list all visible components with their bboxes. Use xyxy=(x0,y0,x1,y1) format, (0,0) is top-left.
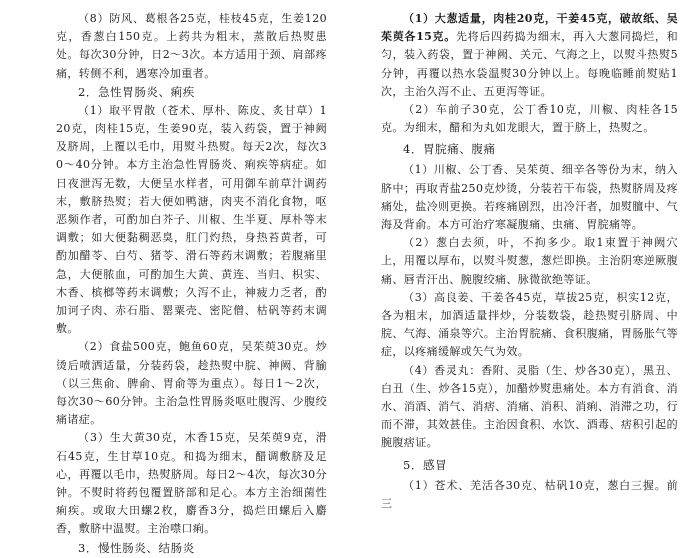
left-para-4: （3）生大黄30克，木香15克，吴茱萸9克，滑石45克，生甘草10克。和捣为细末，醋调敷脐及足心，再覆以毛巾，热熨脐周。每日2～4次，每次30分钟。不熨时将药包覆置脐部和足心。本方主治细菌性痢疾。或取大田螺2枚，麝香3分，捣烂田螺后入麝香，敷脐中温熨。主治噤口痢。 xyxy=(56,431,327,536)
right-para-2: （2）车前子30克，公丁香10克，川椒、肉桂各15克。为细末，醋和为丸如龙眼大，置于脐上，热熨之。 xyxy=(381,103,678,135)
left-heading-chronic-colitis: 3．慢性肠炎、结肠炎 xyxy=(78,540,195,555)
right-para-1-text: 先将后四药捣为细末，再入大葱同捣烂，和匀，装入药袋，置于神阙、关元、气海之上，以熨斗热熨5分钟，再覆以热水袋温熨30分钟以上。每晚临睡前熨贴1次，主治久泻不止、五更泻等证。 xyxy=(381,30,678,98)
right-heading-stomach-pain: 4．胃脘痛、腹痛 xyxy=(403,142,496,157)
right-heading-cold: 5．感冒 xyxy=(403,457,448,472)
left-page xyxy=(0,0,335,555)
left-para-3: （2）食盐500克，鲍鱼60克，吴茱萸30克。炒烫后喷洒适量，分装药袋，趁热熨中脘、神阙、背腧（以三焦俞、脾俞、胃俞等为重点）。每日1～2次，每次30～60分钟。主治急性胃肠炎呕吐腹泻、少腹绞痛诸症。 xyxy=(56,340,327,427)
right-para-5: （3）高良姜、干姜各45克，草拔25克，枳实12克，各为粗末，加酒适量拌炒，分装数袋，趁热熨引脐周、中脘、气海、涌泉等穴。主治胃脘痛、食积腹痛，胃肠胀气等症，以疼痛缓解或矢气为效。 xyxy=(381,290,678,359)
left-para-1: （8）防风、葛根各25克，桂枝45克，生姜120克，香葱白150克。上药共为粗末，蒸散后热熨患处。每次30分钟，日2～3次。本方适用于颈、肩部疼痛，转侧不利，遇寒冷加重者。 xyxy=(56,12,327,80)
right-para-6: （4）香灵丸：香附、灵脂（生、炒各30克），黑丑、白丑（生、炒各15克），加醋炒熨患痛处。本方有消食、消水、消酒、消气、消痞、消痛、消积、消痢、消滞之功，行而不滞，其效甚佳。主治因食积、水饮、酒毒、痞积引起的腕腹痞证。 xyxy=(381,363,678,450)
right-para-4: （2）葱白去须，叶，不拘多少。取1束置于神阙穴上，用覆以厚布，以熨斗熨葱，葱烂即换。主治阴寒逆厥腹痛、唇青汗出、腕腹绞痛、脉微欲绝等证。 xyxy=(381,236,678,286)
left-para-2: （1）取平胃散（苍术、厚朴、陈皮、炙甘草）120克，肉桂15克，生姜90克，装入药袋，置于神阙及脐周，上覆以毛巾，用熨斗热熨。每天2次，每次30～40分钟。本方主治急性胃肠炎、痢疾等病症。如日夜泄泻无数，大便呈水样者，可用御车前草汁调药末，敷脐热熨；若大便如鸭溏，肉夹不消化食物，呕恶频作者，可酌加白芥子、川椒、生半夏、厚朴等末调敷；如大便黏稠恶臭，肛门灼热，身热苔黄者，可酌加醋苓、白芍、猪苓、滑石等药末调敷；若腹痛里急，大便脓血，可酌加生大黄、黄连、当归、枳实、木香、槟榔等药末调敷；久泻不止，神疲力乏者，酌加诃子肉、赤石脂、罂粟壳、密陀僧、枯矾等药末调敷。 xyxy=(56,103,327,336)
right-para-1 xyxy=(381,10,678,101)
left-heading-gastroenteritis: 2．急性胃肠炎、痢疾 xyxy=(78,84,195,99)
right-page xyxy=(351,0,700,529)
right-para-7: （1）苍术、羌活各30克、枯矾10克，葱白三握。前三 xyxy=(381,478,678,510)
right-para-1-lead: （1）大葱适量，肉桂20克，干姜45克，破故纸、吴茱萸各15克。 xyxy=(381,12,678,44)
right-para-3: （1）川椒、公丁香、吴茱萸、细辛各等份为末，纳入脐中；再取青盐250克炒烫，分装若干布袋，热熨脐周及疼痛处，盐冷则更换。若疼痛剧烈，出冷汗者，加熨膻中、气海及背俞。本方可治疗寒凝腹痛、虫痛、胃脘痛等。 xyxy=(381,163,678,232)
